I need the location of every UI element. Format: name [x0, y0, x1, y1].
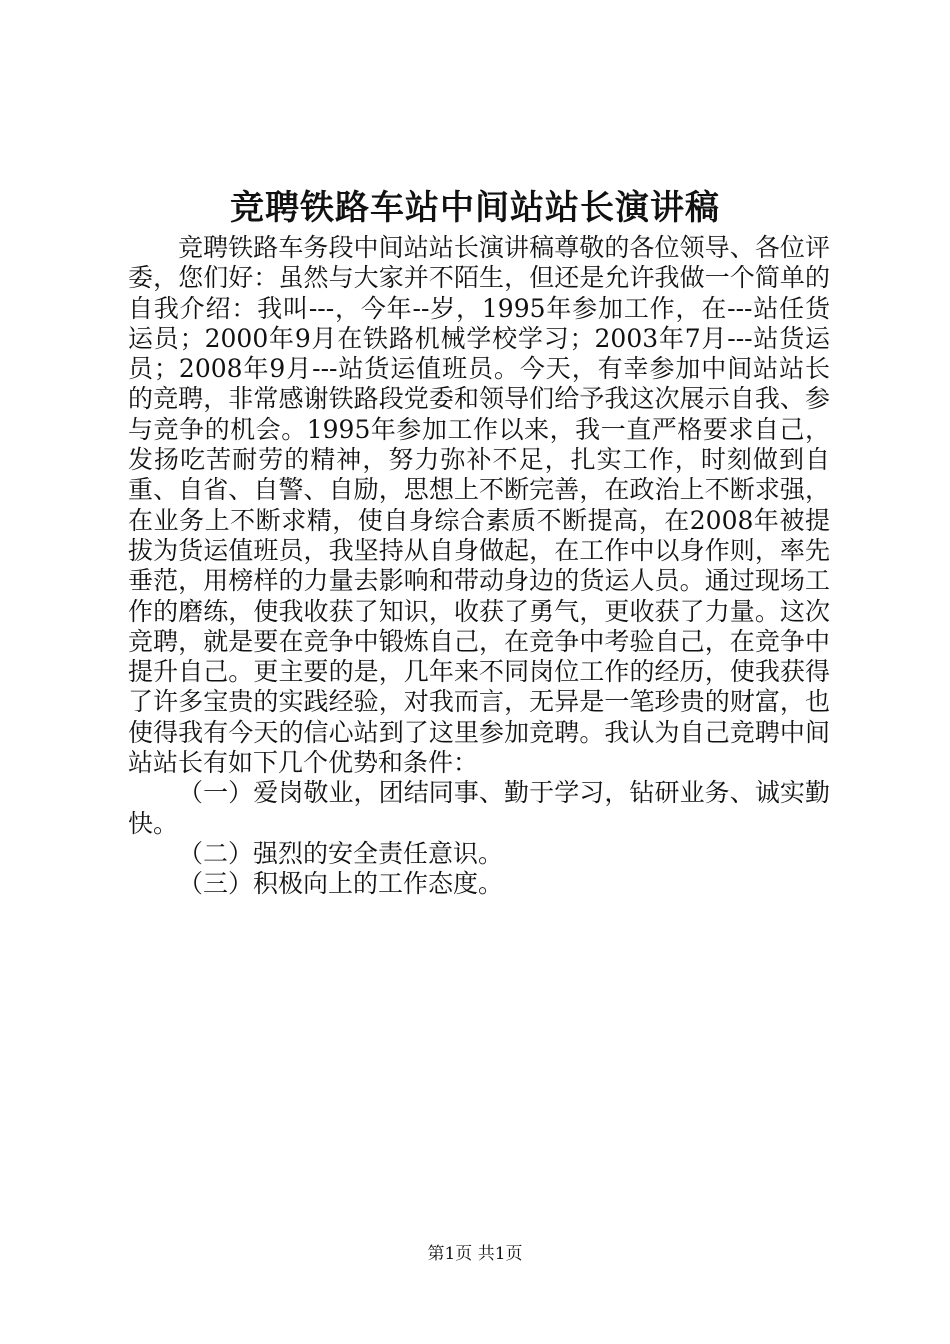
advantage-item-3: （三）积极向上的工作态度。 [178, 869, 504, 899]
document-title: 竞聘铁路车站中间站站长演讲稿 [230, 188, 720, 228]
intro-paragraph: 竞聘铁路车务段中间站站长演讲稿尊敬的各位领导、各位评委，您们好：虽然与大家并不陌生，但还是允许我做一个简单的自我介绍：我叫---，今年--岁，1995年参加工作，在---站任货运员；2000年9月在铁路机械学校学习；2003年7月---站货运员；2008年9月---站货运值班员。今天，有幸参加中间站站长的竞聘，非常感谢铁路段党委和领导们给予我这次展示自我、参与竞争的机会。1995年参加工作以来，我一直严格要求自己，发扬吃苦耐劳的精神，努力弥补不足，扎实工作，时刻做到自重、自省、自警、自励，思想上不断完善，在政治上不断求强，在业务上不断求精，使自身综合素质不断提高，在2008年被提拔为货运值班员，我坚持从自身做起，在工作中以身作则，率先垂范，用榜样的力量去影响和带动身边的货运人员。通过现场工作的磨练，使我收获了知识，收获了勇气，更收获了力量。这次竞聘，就是要在竞争中锻炼自己，在竞争中考验自己，在竞争中提升自己。更主要的是，几年来不同岗位工作的经历，使我获得了许多宝贵的实践经验，对我而言，无异是一笔珍贵的财富，也使得我有今天的信心站到了这里参加竞聘。我认为自己竞聘中间站站长有如下几个优势和条件： [128, 233, 831, 778]
page-footer: 第1页 共1页 [427, 1244, 523, 1264]
document-body [128, 233, 830, 900]
advantage-item-1: （一）爱岗敬业，团结同事、勤于学习，钻研业务、诚实勤快。 [128, 778, 830, 838]
advantage-item-2: （二）强烈的安全责任意识。 [178, 838, 504, 868]
